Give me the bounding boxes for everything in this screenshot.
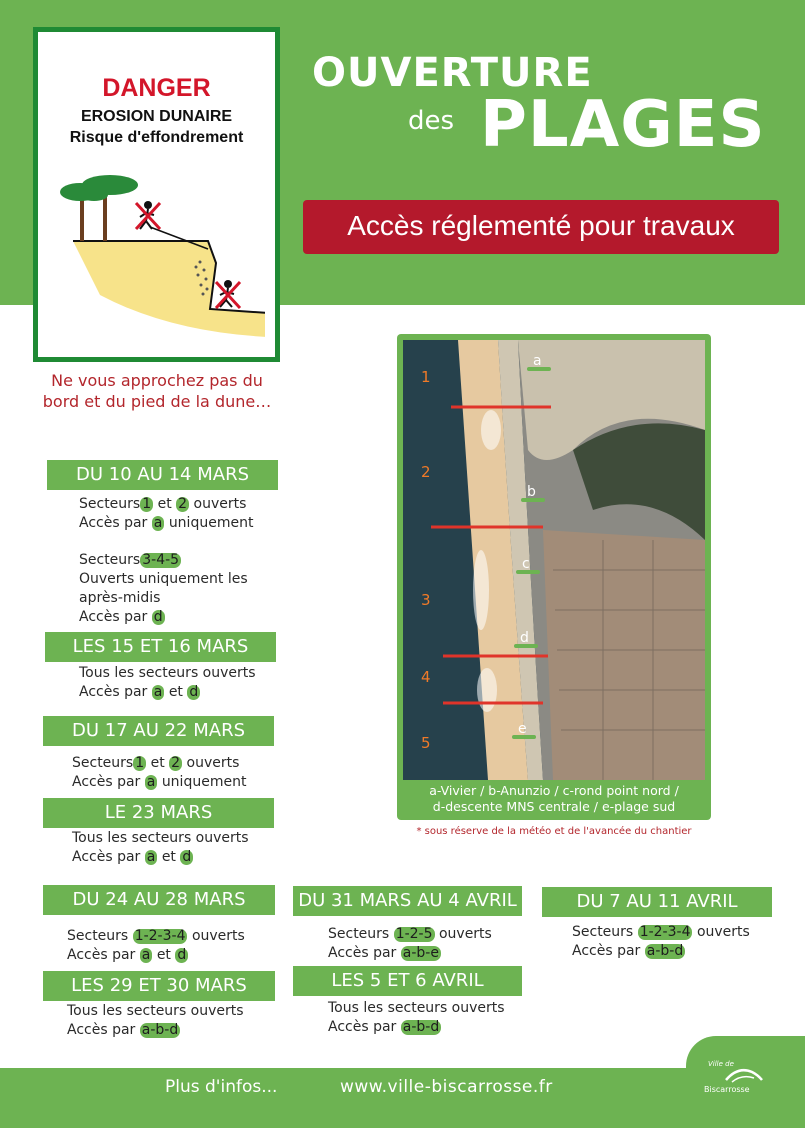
period-header-7: DU 31 MARS AU 4 AVRIL: [293, 886, 522, 916]
legend-line-2: d-descente MNS centrale / e-plage sud: [432, 799, 676, 814]
footer-url-link[interactable]: www.ville-biscarrosse.fr: [340, 1077, 553, 1097]
period-9-sectors: Secteurs 1-2-3-4 ouverts: [572, 924, 750, 940]
sign-line-2: Risque d'effondrement: [69, 129, 244, 146]
period-3-sectors: Secteurs 1 et 2 ouverts: [72, 755, 240, 771]
warning-line-2: bord et du pied de la dune…: [42, 392, 272, 411]
period-1-sectors-b: Secteurs 3-4-5: [79, 552, 180, 568]
period-header-8: LES 5 ET 6 AVRIL: [293, 966, 522, 996]
period-1-access: Accès par a uniquement: [79, 515, 254, 531]
dune-collapse-illustration: [50, 167, 265, 347]
footnote: * sous réserve de la météo et de l'avancée du chantier: [416, 826, 692, 837]
logo-prefix: Ville de: [708, 1060, 734, 1068]
period-1-afternoons: Ouverts uniquement les: [79, 571, 248, 587]
sector-label-1: 1: [421, 368, 431, 386]
access-point-d: d: [520, 630, 529, 646]
period-6-sectors: Tous les secteurs ouverts: [67, 1003, 244, 1019]
period-header-5: DU 24 AU 28 MARS: [43, 885, 275, 915]
warning-line-1: Ne vous approchez pas du: [51, 371, 263, 390]
access-point-c: c: [522, 556, 530, 572]
sector-label-4: 4: [421, 668, 431, 686]
warning-text: [22, 370, 292, 412]
period-1-sectors: Secteurs 1 et 2 ouverts: [79, 496, 247, 512]
period-header-3: DU 17 AU 22 MARS: [43, 716, 274, 746]
period-4-access: Accès par a et d: [72, 849, 192, 865]
sign-title: DANGER: [102, 74, 211, 102]
period-7-sectors: Secteurs 1-2-5 ouverts: [328, 926, 492, 942]
period-5-sectors: Secteurs 1-2-3-4 ouverts: [67, 928, 245, 944]
access-banner: Accès réglementé pour travaux: [303, 200, 779, 254]
footer-info: Plus d'infos...: [165, 1077, 278, 1097]
wave-icon: [724, 1062, 764, 1084]
period-1-access-b: Accès par d: [79, 609, 163, 625]
title-des: des: [408, 106, 455, 136]
period-header-2: LES 15 ET 16 MARS: [45, 632, 276, 662]
period-4-sectors: Tous les secteurs ouverts: [72, 830, 249, 846]
title-ouverture: OUVERTURE: [312, 50, 593, 96]
city-logo: [702, 1052, 766, 1098]
period-8-sectors: Tous les secteurs ouverts: [328, 1000, 505, 1016]
period-header-4: LE 23 MARS: [43, 798, 274, 828]
period-header-1: DU 10 AU 14 MARS: [47, 460, 278, 490]
period-8-access: Accès par a-b-d: [328, 1019, 440, 1035]
danger-sign: [33, 27, 280, 362]
period-1-apres-midis: après-midis: [79, 590, 161, 606]
period-header-9: DU 7 AU 11 AVRIL: [542, 887, 772, 917]
sector-label-2: 2: [421, 463, 431, 481]
sign-line-1: EROSION DUNAIRE: [80, 108, 233, 125]
sector-label-5: 5: [421, 734, 431, 752]
period-5-access: Accès par a et d: [67, 947, 187, 963]
map-panel: [397, 334, 711, 820]
map-legend: [397, 783, 711, 815]
title-plages: PLAGES: [480, 88, 766, 162]
period-header-6: LES 29 ET 30 MARS: [43, 971, 275, 1001]
period-6-access: Accès par a-b-d: [67, 1022, 179, 1038]
logo-name: Biscarrosse: [704, 1085, 750, 1094]
access-point-e: e: [518, 721, 527, 737]
sector-label-3: 3: [421, 591, 431, 609]
period-7-access: Accès par a-b-e: [328, 945, 439, 961]
period-2-access: Accès par a et d: [79, 684, 199, 700]
period-9-access: Accès par a-b-d: [572, 943, 684, 959]
access-point-b: b: [527, 484, 536, 500]
period-2-sectors: Tous les secteurs ouverts: [79, 665, 256, 681]
beach-satellite-map: [403, 340, 705, 780]
legend-line-1: a-Vivier / b-Anunzio / c-rond point nord /: [429, 783, 679, 798]
access-point-a: a: [533, 353, 542, 369]
period-3-access: Accès par a uniquement: [72, 774, 247, 790]
